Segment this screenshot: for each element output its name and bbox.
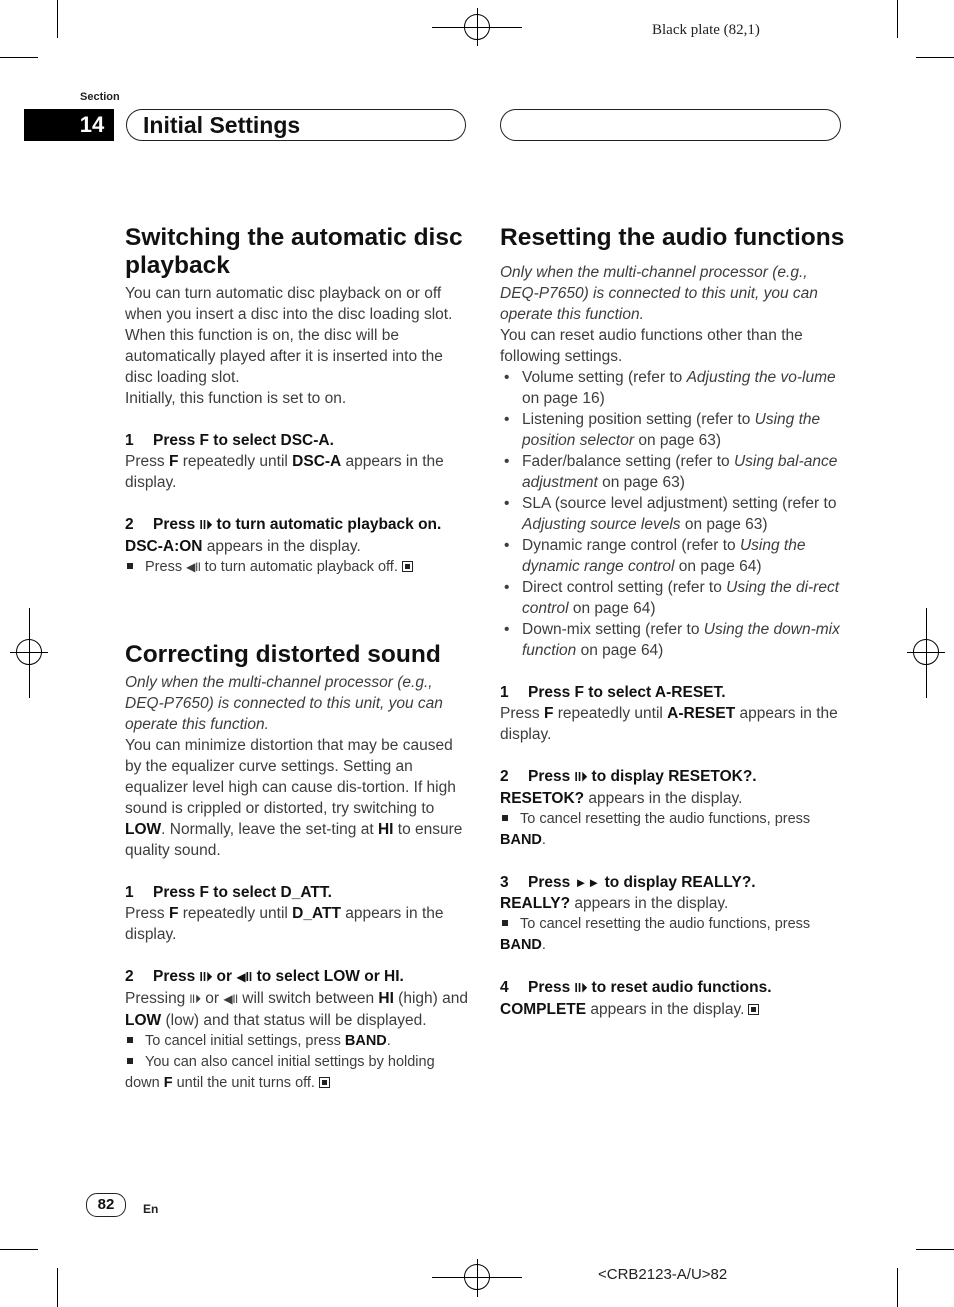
list-item: • Dynamic range control (refer to Using the dynamic range control on page 64) bbox=[504, 537, 806, 575]
play-pause-icon: ll⏵ bbox=[199, 518, 213, 532]
play-pause-icon: ll⏵ bbox=[574, 770, 588, 784]
step-heading: 2 Press ll⏵ or ◀ll to select LOW or HI. bbox=[125, 968, 404, 985]
end-mark-icon bbox=[402, 561, 413, 572]
step-heading: 4 Press ll⏵ to reset audio functions. bbox=[500, 979, 772, 996]
step-body: Press F repeatedly until A-RESET appears in the display. bbox=[500, 705, 838, 743]
crop-mark bbox=[916, 57, 954, 58]
right-column bbox=[500, 224, 845, 1020]
back-icon: ◀ll bbox=[186, 560, 201, 574]
language-label: En bbox=[143, 1202, 159, 1216]
registration-mark bbox=[16, 639, 42, 665]
step-heading: 1 Press F to select A-RESET. bbox=[500, 684, 726, 701]
back-icon: ◀ll bbox=[236, 970, 253, 984]
step-heading: 1 Press F to select D_ATT. bbox=[125, 884, 332, 901]
list-item: • Down-mix setting (refer to Using the down-mix function on page 64) bbox=[504, 621, 840, 659]
step-body: Press F repeatedly until D_ATT appears in the display. bbox=[125, 905, 444, 943]
list-item: • Volume setting (refer to Adjusting the vo-lume on page 16) bbox=[504, 369, 836, 407]
paragraph: You can reset audio functions other than the following settings. bbox=[500, 327, 803, 365]
italic-note: Only when the multi-channel processor (e.g., DEQ-P7650) is connected to this unit, you can operate this function. bbox=[500, 264, 818, 323]
step-heading: 1 Press F to select DSC-A. bbox=[125, 432, 334, 449]
step-heading: 2 Press ll⏵ to display RESETOK?. bbox=[500, 768, 757, 785]
note: To cancel initial settings, press BAND. bbox=[125, 1031, 470, 1052]
step-body: Press F repeatedly until DSC-A appears in the display. bbox=[125, 453, 444, 491]
crop-mark bbox=[0, 1249, 38, 1250]
section-title: Initial Settings bbox=[143, 112, 301, 138]
registration-mark bbox=[464, 1264, 490, 1290]
play-pause-icon: ll⏵ bbox=[199, 970, 213, 984]
section-number: 14 bbox=[24, 109, 114, 141]
registration-mark bbox=[913, 639, 939, 665]
step-body: COMPLETE appears in the display. bbox=[500, 999, 845, 1020]
document-code: <CRB2123-A/U>82 bbox=[598, 1266, 728, 1283]
step-body: DSC-A:ON appears in the display. bbox=[125, 538, 361, 555]
play-pause-icon: ll⏵ bbox=[189, 992, 201, 1006]
forward-icon: ►► bbox=[574, 875, 601, 890]
settings-list bbox=[500, 367, 845, 661]
plate-label: Black plate (82,1) bbox=[652, 22, 760, 38]
end-mark-icon bbox=[319, 1077, 330, 1088]
crop-mark bbox=[916, 1249, 954, 1250]
note: Press ◀ll to turn automatic playback off. bbox=[125, 557, 470, 578]
paragraph: You can turn automatic disc playback on or off when you insert a disc into the disc loading slot. When this function is on, the disc will be automatically played after it is inserted into the disc loading slot. Initially, this function is set to on. bbox=[125, 285, 453, 407]
list-item: • Listening position setting (refer to Using the position selector on page 63) bbox=[504, 411, 821, 449]
note: To cancel resetting the audio functions, press BAND. bbox=[500, 811, 811, 848]
page-number: 82 bbox=[86, 1193, 126, 1217]
crop-mark bbox=[57, 0, 58, 38]
end-mark-icon bbox=[748, 1004, 759, 1015]
back-icon: ◀ll bbox=[223, 992, 238, 1006]
heading-resetting-audio-functions: Resetting the audio functions bbox=[500, 224, 845, 251]
step-heading: 3 Press ►► to display REALLY?. bbox=[500, 874, 756, 891]
note: You can also cancel initial settings by holding down F until the unit turns off. bbox=[125, 1054, 435, 1091]
crop-mark bbox=[0, 57, 38, 58]
crop-mark bbox=[57, 1268, 58, 1307]
crop-mark bbox=[897, 1268, 898, 1307]
play-pause-icon: ll⏵ bbox=[574, 981, 588, 995]
note: To cancel resetting the audio functions, press BAND. bbox=[500, 916, 811, 953]
left-column bbox=[125, 224, 470, 1094]
heading-switching-automatic-disc-playback: Switching the automatic disc playback bbox=[125, 224, 463, 279]
empty-header-frame bbox=[500, 109, 841, 141]
heading-correcting-distorted-sound: Correcting distorted sound bbox=[125, 641, 441, 668]
registration-mark bbox=[464, 14, 490, 40]
list-item: • SLA (source level adjustment) setting (refer to Adjusting source levels on page 63) bbox=[504, 495, 837, 533]
step-body: RESETOK? appears in the display. bbox=[500, 790, 743, 807]
step-body: Pressing ll⏵ or ◀ll will switch between HI (high) and LOW (low) and that status will be displayed. bbox=[125, 990, 468, 1029]
step-body: REALLY? appears in the display. bbox=[500, 895, 729, 912]
crop-mark bbox=[897, 0, 898, 38]
italic-note: Only when the multi-channel processor (e.g., DEQ-P7650) is connected to this unit, you can operate this function. bbox=[125, 674, 443, 733]
step-heading: 2 Press ll⏵ to turn automatic playback on. bbox=[125, 516, 442, 533]
list-item: • Direct control setting (refer to Using the di-rect control on page 64) bbox=[504, 579, 840, 617]
section-label: Section bbox=[80, 91, 120, 103]
paragraph: You can minimize distortion that may be caused by the equalizer curve settings. Setting an equalizer level high can cause dis-tortion. If high sound is crippled or distorted, try switching to LOW. Normally, leave the set-ting at HI to ensure quality sound. bbox=[125, 737, 463, 859]
list-item: • Fader/balance setting (refer to Using bal-ance adjustment on page 63) bbox=[504, 453, 838, 491]
